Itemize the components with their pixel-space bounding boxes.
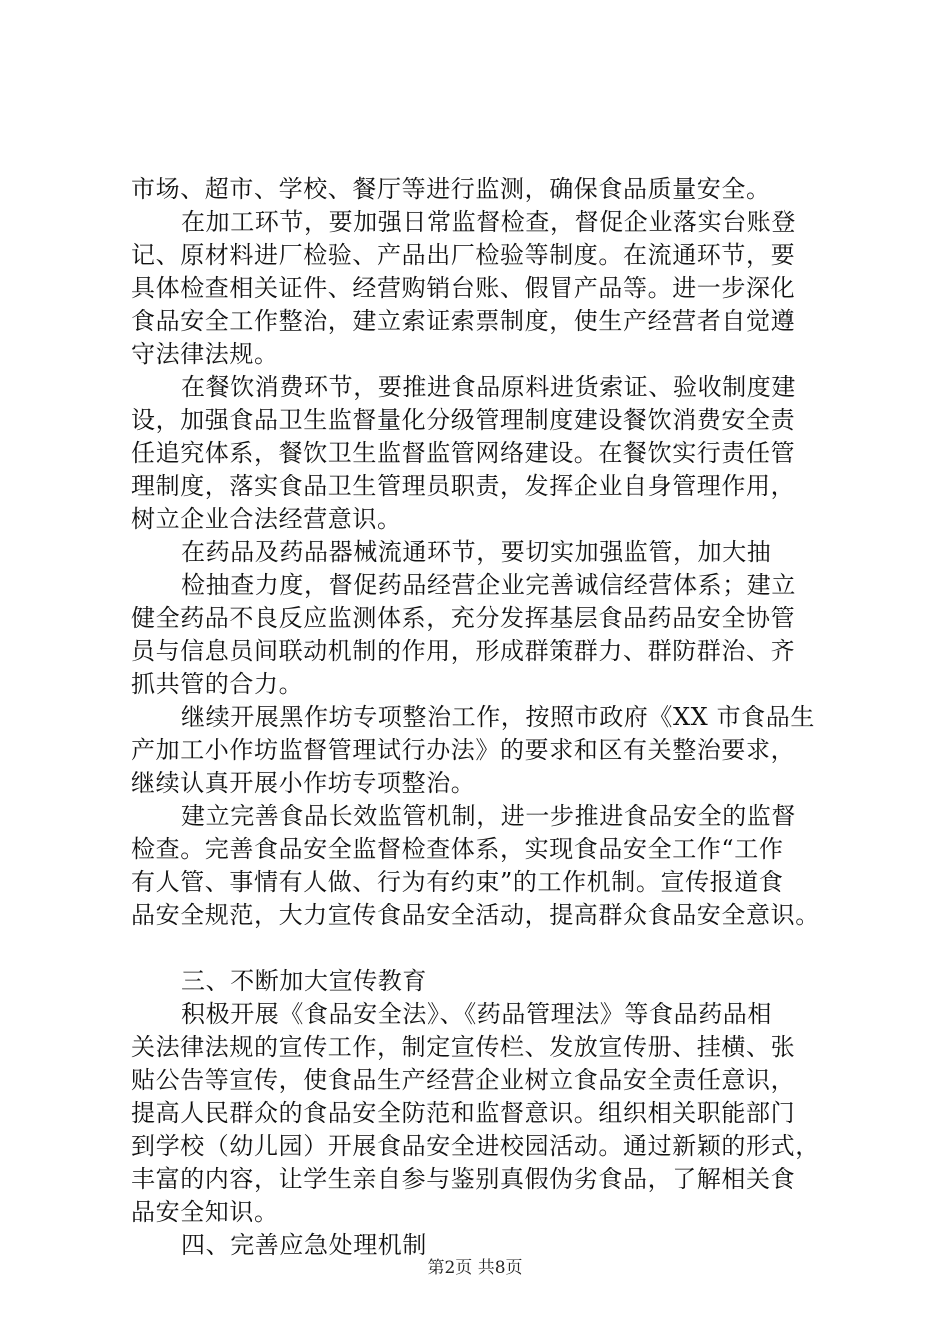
text-line: 建立完善食品长效监管机制，进一步推进食品安全的监督 — [181, 802, 796, 830]
text-line: 继续开展黑作坊专项整治工作，按照市政府《XX 市食品生 — [181, 703, 815, 731]
text-line: 食品安全工作整治，建立索证索票制度，使生产经营者自觉遵 — [131, 307, 796, 335]
section-heading: 四、完善应急处理机制 — [181, 1231, 427, 1259]
text-line: 记、原材料进厂检验、产品出厂检验等制度。在流通环节，要 — [131, 241, 796, 269]
text-line: 树立企业合法经营意识。 — [131, 505, 402, 533]
text-line: 检查。完善食品安全监督检查体系，实现食品安全工作“工作 — [131, 835, 784, 863]
text-line: 在餐饮消费环节，要推进食品原料进货索证、验收制度建 — [181, 373, 796, 401]
text-line: 理制度，落实食品卫生管理员职责，发挥企业自身管理作用， — [131, 472, 796, 500]
text-line: 品安全知识。 — [131, 1198, 279, 1226]
text-line: 守法律法规。 — [131, 340, 279, 368]
section-heading: 三、不断加大宣传教育 — [181, 967, 427, 995]
text-line: 继续认真开展小作坊专项整治。 — [131, 769, 476, 797]
text-line: 市场、超市、学校、餐厅等进行监测，确保食品质量安全。 — [131, 175, 771, 203]
text-line: 提高人民群众的食品安全防范和监督意识。组织相关职能部门 — [131, 1099, 796, 1127]
text-line: 贴公告等宣传，使食品生产经营企业树立食品安全责任意识， — [131, 1066, 796, 1094]
text-line: 健全药品不良反应监测体系，充分发挥基层食品药品安全协管 — [131, 604, 796, 632]
text-line: 到学校（幼儿园）开展食品安全进校园活动。通过新颖的形式， — [131, 1132, 820, 1160]
text-line: 有人管、事情有人做、行为有约束”的工作机制。宣传报道食 — [131, 868, 784, 896]
text-line: 设，加强食品卫生监督量化分级管理制度建设餐饮消费安全责 — [131, 406, 796, 434]
text-line: 抓共管的合力。 — [131, 670, 304, 698]
text-line: 品安全规范，大力宣传食品安全活动，提高群众食品安全意识。 — [131, 901, 820, 929]
text-line: 在加工环节，要加强日常监督检查，督促企业落实台账登 — [181, 208, 796, 236]
text-line: 产加工小作坊监督管理试行办法》的要求和区有关整治要求， — [131, 736, 796, 764]
text-line: 具体检查相关证件、经营购销台账、假冒产品等。进一步深化 — [131, 274, 796, 302]
text-line: 丰富的内容，让学生亲自参与鉴别真假伪劣食品，了解相关食 — [131, 1165, 796, 1193]
text-line: 任追究体系，餐饮卫生监督监管网络建设。在餐饮实行责任管 — [131, 439, 796, 467]
page-footer: 第2页 共8页 — [427, 1258, 523, 1278]
text-line: 在药品及药品器械流通环节，要切实加强监管，加大抽 — [181, 538, 772, 566]
text-line: 关法律法规的宣传工作，制定宣传栏、发放宣传册、挂横、张 — [131, 1033, 796, 1061]
text-line: 检抽查力度，督促药品经营企业完善诚信经营体系；建立 — [181, 571, 796, 599]
text-line: 员与信息员间联动机制的作用，形成群策群力、群防群治、齐 — [131, 637, 796, 665]
text-line: 积极开展《食品安全法》、《药品管理法》等食品药品相 — [181, 1000, 772, 1028]
